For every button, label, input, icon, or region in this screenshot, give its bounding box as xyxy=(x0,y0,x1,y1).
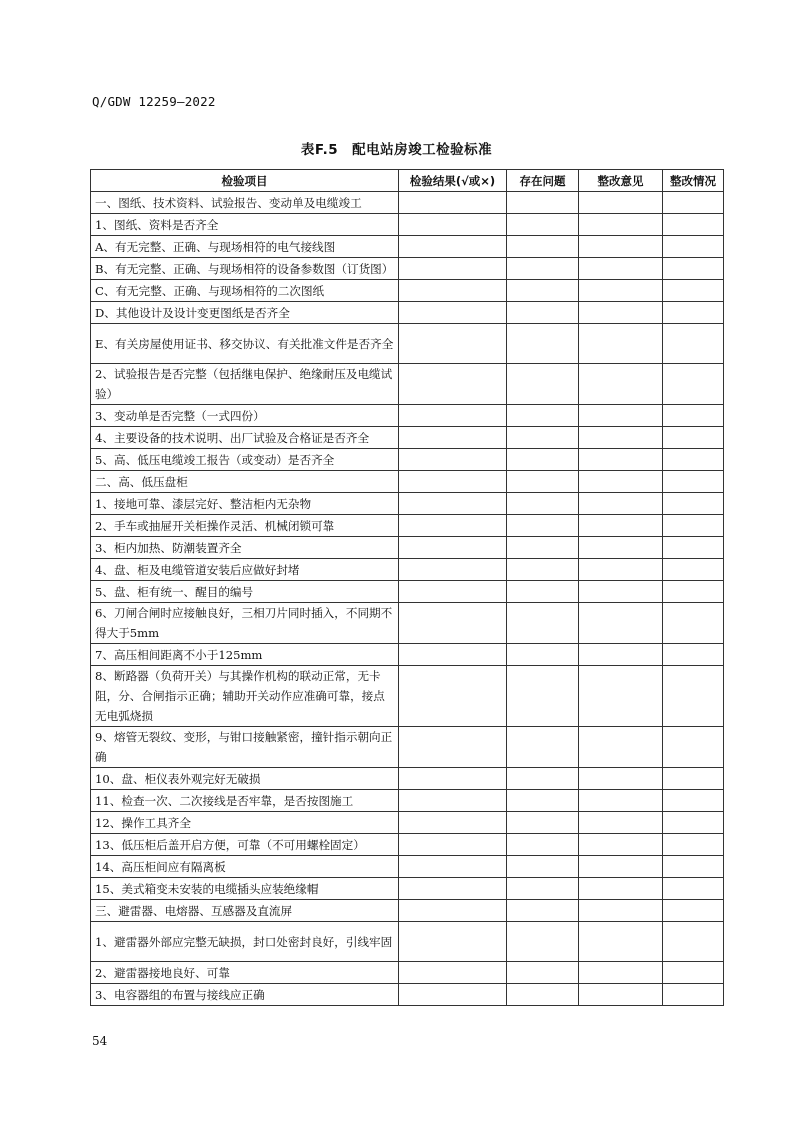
suggestion-cell xyxy=(579,727,663,768)
status-cell xyxy=(663,644,724,666)
status-cell xyxy=(663,192,724,214)
issues-cell xyxy=(507,324,579,364)
table-row xyxy=(91,727,724,768)
inspection-item-cell: 3、变动单是否完整（一式四份） xyxy=(91,405,399,427)
result-cell xyxy=(399,192,507,214)
status-cell xyxy=(663,302,724,324)
result-cell xyxy=(399,834,507,856)
issues-cell xyxy=(507,834,579,856)
suggestion-cell xyxy=(579,236,663,258)
status-cell xyxy=(663,449,724,471)
status-cell xyxy=(663,900,724,922)
suggestion-cell xyxy=(579,364,663,405)
suggestion-cell xyxy=(579,878,663,900)
inspection-item-cell: 4、盘、柜及电缆管道安装后应做好封堵 xyxy=(91,559,399,581)
status-cell xyxy=(663,493,724,515)
page-number: 54 xyxy=(92,1034,108,1048)
result-cell xyxy=(399,559,507,581)
table-header-row xyxy=(91,170,724,192)
suggestion-cell xyxy=(579,962,663,984)
suggestion-cell xyxy=(579,900,663,922)
issues-cell xyxy=(507,962,579,984)
suggestion-cell xyxy=(579,812,663,834)
issues-cell xyxy=(507,768,579,790)
issues-cell xyxy=(507,922,579,962)
suggestion-cell xyxy=(579,258,663,280)
table-row xyxy=(91,302,724,324)
issues-cell xyxy=(507,364,579,405)
result-cell xyxy=(399,768,507,790)
result-cell xyxy=(399,962,507,984)
suggestion-cell xyxy=(579,471,663,493)
status-cell xyxy=(663,581,724,603)
inspection-item-cell: 1、避雷器外部应完整无缺损，封口处密封良好，引线牢固 xyxy=(91,922,399,962)
result-cell xyxy=(399,427,507,449)
status-cell xyxy=(663,727,724,768)
status-cell xyxy=(663,471,724,493)
result-cell xyxy=(399,364,507,405)
status-cell xyxy=(663,515,724,537)
result-cell xyxy=(399,449,507,471)
inspection-item-cell: 5、高、低压电缆竣工报告（或变动）是否齐全 xyxy=(91,449,399,471)
inspection-item-cell: 11、检查一次、二次接线是否牢靠，是否按图施工 xyxy=(91,790,399,812)
table-row xyxy=(91,449,724,471)
result-cell xyxy=(399,471,507,493)
issues-cell xyxy=(507,900,579,922)
inspection-item-cell: E、有关房屋使用证书、移交协议、有关批准文件是否齐全 xyxy=(91,324,399,364)
status-cell xyxy=(663,236,724,258)
issues-cell xyxy=(507,258,579,280)
status-cell xyxy=(663,768,724,790)
status-cell xyxy=(663,280,724,302)
suggestion-cell xyxy=(579,834,663,856)
result-cell xyxy=(399,280,507,302)
issues-cell xyxy=(507,666,579,727)
table-row xyxy=(91,559,724,581)
status-cell xyxy=(663,324,724,364)
result-cell xyxy=(399,603,507,644)
result-cell xyxy=(399,644,507,666)
issues-cell xyxy=(507,493,579,515)
result-cell xyxy=(399,537,507,559)
issues-cell xyxy=(507,302,579,324)
suggestion-cell xyxy=(579,790,663,812)
table-row xyxy=(91,192,724,214)
suggestion-cell xyxy=(579,984,663,1006)
issues-cell xyxy=(507,559,579,581)
inspection-item-cell: 10、盘、柜仪表外观完好无破损 xyxy=(91,768,399,790)
issues-cell xyxy=(507,727,579,768)
table-row xyxy=(91,603,724,644)
suggestion-cell xyxy=(579,768,663,790)
status-cell xyxy=(663,214,724,236)
inspection-item-cell: 2、避雷器接地良好、可靠 xyxy=(91,962,399,984)
column-header-status: 整改情况 xyxy=(663,170,724,192)
inspection-item-cell: 9、熔管无裂纹、变形，与钳口接触紧密，撞针指示朝向正确 xyxy=(91,727,399,768)
suggestion-cell xyxy=(579,280,663,302)
issues-cell xyxy=(507,984,579,1006)
issues-cell xyxy=(507,581,579,603)
issues-cell xyxy=(507,236,579,258)
table-row xyxy=(91,790,724,812)
result-cell xyxy=(399,856,507,878)
suggestion-cell xyxy=(579,427,663,449)
issues-cell xyxy=(507,280,579,302)
issues-cell xyxy=(507,427,579,449)
issues-cell xyxy=(507,405,579,427)
inspection-item-cell: 3、柜内加热、防潮装置齐全 xyxy=(91,537,399,559)
inspection-item-cell: 1、接地可靠、漆层完好、整洁柜内无杂物 xyxy=(91,493,399,515)
status-cell xyxy=(663,962,724,984)
issues-cell xyxy=(507,449,579,471)
inspection-standard-table xyxy=(90,169,724,1006)
table-row xyxy=(91,856,724,878)
column-header-issues: 存在问题 xyxy=(507,170,579,192)
table-row xyxy=(91,214,724,236)
table-row xyxy=(91,878,724,900)
table-row xyxy=(91,984,724,1006)
table-row xyxy=(91,471,724,493)
table-row xyxy=(91,900,724,922)
column-header-result: 检验结果(√或×) xyxy=(399,170,507,192)
inspection-item-cell: 三、避雷器、电熔器、互感器及直流屏 xyxy=(91,900,399,922)
table-row xyxy=(91,324,724,364)
table-row xyxy=(91,515,724,537)
inspection-item-cell: 2、手车或抽屉开关柜操作灵活、机械闭锁可靠 xyxy=(91,515,399,537)
table-body xyxy=(91,192,724,1006)
result-cell xyxy=(399,812,507,834)
table-title: 表F.5 配电站房竣工检验标准 xyxy=(300,142,493,158)
suggestion-cell xyxy=(579,581,663,603)
issues-cell xyxy=(507,644,579,666)
table-row xyxy=(91,427,724,449)
inspection-item-cell: 12、操作工具齐全 xyxy=(91,812,399,834)
issues-cell xyxy=(507,812,579,834)
result-cell xyxy=(399,493,507,515)
inspection-item-cell: 3、电容器组的布置与接线应正确 xyxy=(91,984,399,1006)
suggestion-cell xyxy=(579,666,663,727)
suggestion-cell xyxy=(579,537,663,559)
suggestion-cell xyxy=(579,302,663,324)
inspection-item-cell: 6、刀闸合闸时应接触良好，三相刀片同时插入，不同期不得大于5mm xyxy=(91,603,399,644)
inspection-item-cell: 14、高压柜间应有隔离板 xyxy=(91,856,399,878)
result-cell xyxy=(399,984,507,1006)
suggestion-cell xyxy=(579,644,663,666)
table-row xyxy=(91,834,724,856)
result-cell xyxy=(399,581,507,603)
result-cell xyxy=(399,727,507,768)
table-row xyxy=(91,768,724,790)
inspection-item-cell: 7、高压相间距离不小于125mm xyxy=(91,644,399,666)
inspection-item-cell: 1、图纸、资料是否齐全 xyxy=(91,214,399,236)
table-row xyxy=(91,405,724,427)
table-row xyxy=(91,280,724,302)
inspection-item-cell: B、有无完整、正确、与现场相符的设备参数图（订货图） xyxy=(91,258,399,280)
inspection-item-cell: 2、试验报告是否完整（包括继电保护、绝缘耐压及电缆试验） xyxy=(91,364,399,405)
status-cell xyxy=(663,405,724,427)
result-cell xyxy=(399,515,507,537)
status-cell xyxy=(663,812,724,834)
table-row xyxy=(91,493,724,515)
result-cell xyxy=(399,302,507,324)
result-cell xyxy=(399,790,507,812)
suggestion-cell xyxy=(579,856,663,878)
inspection-item-cell: D、其他设计及设计变更图纸是否齐全 xyxy=(91,302,399,324)
table-row xyxy=(91,258,724,280)
inspection-item-cell: 5、盘、柜有统一、醒目的编号 xyxy=(91,581,399,603)
table-row xyxy=(91,812,724,834)
result-cell xyxy=(399,236,507,258)
issues-cell xyxy=(507,790,579,812)
inspection-item-cell: 4、主要设备的技术说明、出厂试验及合格证是否齐全 xyxy=(91,427,399,449)
inspection-item-cell: A、有无完整、正确、与现场相符的电气接线图 xyxy=(91,236,399,258)
result-cell xyxy=(399,405,507,427)
result-cell xyxy=(399,324,507,364)
status-cell xyxy=(663,834,724,856)
issues-cell xyxy=(507,878,579,900)
status-cell xyxy=(663,856,724,878)
issues-cell xyxy=(507,515,579,537)
status-cell xyxy=(663,666,724,727)
issues-cell xyxy=(507,603,579,644)
inspection-item-cell: 15、美式箱变未安装的电缆插头应装绝缘帽 xyxy=(91,878,399,900)
result-cell xyxy=(399,666,507,727)
result-cell xyxy=(399,900,507,922)
suggestion-cell xyxy=(579,214,663,236)
table-row xyxy=(91,581,724,603)
status-cell xyxy=(663,427,724,449)
document-code: Q/GDW 12259—2022 xyxy=(92,94,216,109)
suggestion-cell xyxy=(579,405,663,427)
status-cell xyxy=(663,559,724,581)
status-cell xyxy=(663,603,724,644)
issues-cell xyxy=(507,856,579,878)
status-cell xyxy=(663,364,724,405)
result-cell xyxy=(399,922,507,962)
column-header-item: 检验项目 xyxy=(91,170,399,192)
table-row xyxy=(91,537,724,559)
inspection-item-cell: 8、断路器（负荷开关）与其操作机构的联动正常，无卡阻，分、合闸指示正确；辅助开关动作应准确可靠，接点无电弧烧损 xyxy=(91,666,399,727)
table-row xyxy=(91,922,724,962)
status-cell xyxy=(663,537,724,559)
table-row xyxy=(91,962,724,984)
issues-cell xyxy=(507,471,579,493)
issues-cell xyxy=(507,214,579,236)
result-cell xyxy=(399,878,507,900)
table-row xyxy=(91,644,724,666)
suggestion-cell xyxy=(579,493,663,515)
suggestion-cell xyxy=(579,603,663,644)
issues-cell xyxy=(507,192,579,214)
status-cell xyxy=(663,258,724,280)
suggestion-cell xyxy=(579,515,663,537)
result-cell xyxy=(399,214,507,236)
status-cell xyxy=(663,984,724,1006)
table-row xyxy=(91,666,724,727)
inspection-item-cell: 13、低压柜后盖开启方便，可靠（不可用螺栓固定） xyxy=(91,834,399,856)
status-cell xyxy=(663,922,724,962)
suggestion-cell xyxy=(579,449,663,471)
status-cell xyxy=(663,878,724,900)
suggestion-cell xyxy=(579,192,663,214)
table-row xyxy=(91,364,724,405)
suggestion-cell xyxy=(579,324,663,364)
table-row xyxy=(91,236,724,258)
issues-cell xyxy=(507,537,579,559)
inspection-item-cell: 二、高、低压盘柜 xyxy=(91,471,399,493)
inspection-item-cell: 一、图纸、技术资料、试验报告、变动单及电缆竣工 xyxy=(91,192,399,214)
status-cell xyxy=(663,790,724,812)
result-cell xyxy=(399,258,507,280)
suggestion-cell xyxy=(579,559,663,581)
inspection-item-cell: C、有无完整、正确、与现场相符的二次图纸 xyxy=(91,280,399,302)
column-header-suggestion: 整改意见 xyxy=(579,170,663,192)
suggestion-cell xyxy=(579,922,663,962)
